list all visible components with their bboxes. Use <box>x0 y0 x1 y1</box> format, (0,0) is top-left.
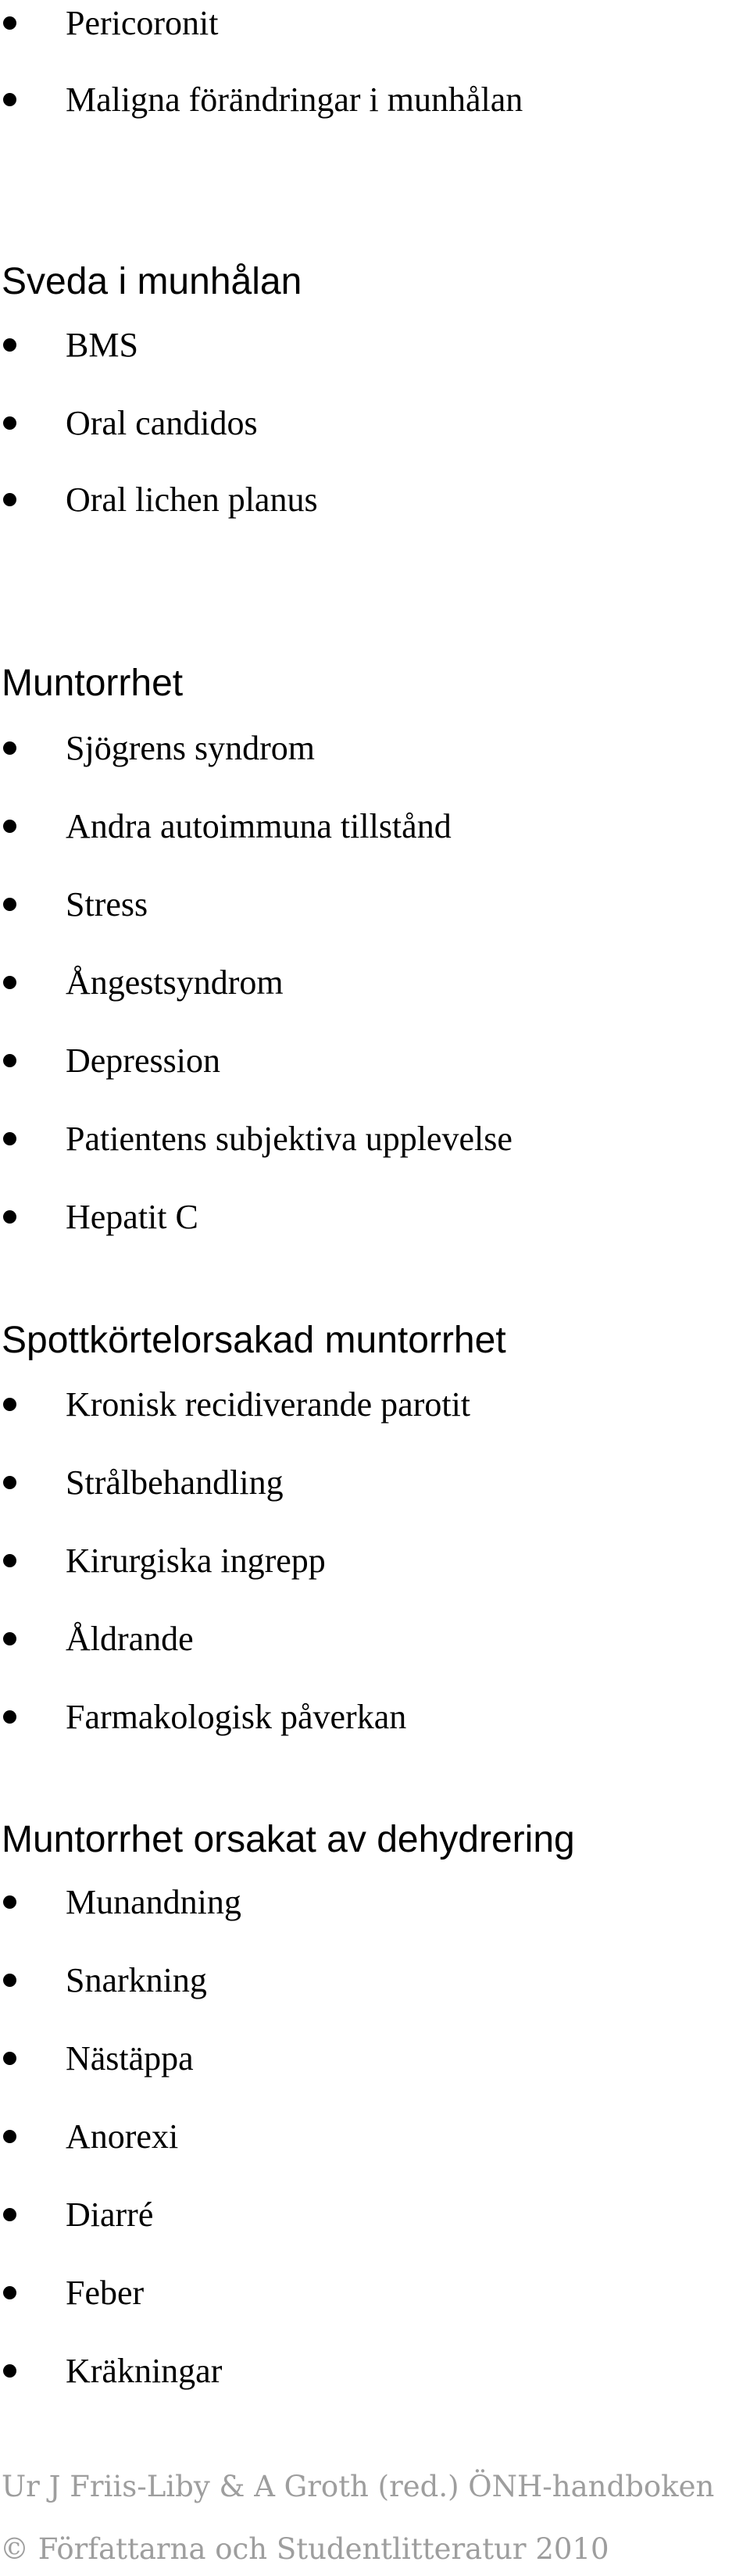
list-item <box>0 2192 750 2238</box>
list-item-text: Oral lichen planus <box>66 481 318 519</box>
list-item <box>0 477 750 523</box>
bullet-icon <box>3 338 16 352</box>
list-item-text: Hepatit C <box>66 1198 198 1236</box>
list-item-text: Depression <box>66 1041 220 1080</box>
list-item <box>0 400 750 447</box>
list-item-text: Maligna förändringar i munhålan <box>66 80 523 119</box>
bullet-icon <box>3 416 16 430</box>
list-item-text: BMS <box>66 326 138 364</box>
bullet-icon <box>3 2130 16 2143</box>
list-item <box>0 1194 750 1241</box>
list-item-text: Anorexi <box>66 2117 179 2156</box>
bullet-icon <box>3 1132 16 1145</box>
list-item-text: Farmakologisk påverkan <box>66 1698 407 1736</box>
section-heading: Spottkörtelorsakad muntorrhet <box>2 1320 506 1361</box>
list-item <box>0 725 750 772</box>
list-item <box>0 0 750 47</box>
list-item-text: Sjögrens syndrom <box>66 729 315 767</box>
list-item <box>0 1038 750 1084</box>
list-item <box>0 2270 750 2317</box>
list-item-text: Munandning <box>66 1883 241 1921</box>
list-item-text: Stress <box>66 885 148 924</box>
list-item <box>0 881 750 928</box>
list-item-text: Oral candidos <box>66 404 258 442</box>
footer-source: Ur J Friis-Liby & A Groth (red.) ÖNH-handboken <box>2 2470 715 2503</box>
bullet-icon <box>3 741 16 755</box>
list-item <box>0 1879 750 1926</box>
bullet-icon <box>3 93 16 106</box>
list-item-text: Kräkningar <box>66 2352 223 2390</box>
bullet-icon <box>3 1054 16 1067</box>
list-item-text: Kronisk recidiverande parotit <box>66 1385 471 1424</box>
list-item-text: Nästäppa <box>66 2039 194 2078</box>
list-item-text: Strålbehandling <box>66 1463 284 1502</box>
list-item <box>0 803 750 850</box>
list-item <box>0 2035 750 2082</box>
list-item-text: Kirurgiska ingrepp <box>66 1542 326 1580</box>
bullet-icon <box>3 1632 16 1645</box>
list-item <box>0 2348 750 2395</box>
section-heading: Muntorrhet orsakat av dehydrering <box>2 1819 575 1860</box>
bullet-icon <box>3 1210 16 1224</box>
list-item-text: Ångestsyndrom <box>66 963 284 1002</box>
list-item <box>0 1538 750 1585</box>
list-item <box>0 1694 750 1741</box>
list-item-text: Feber <box>66 2274 145 2312</box>
list-item-text: Åldrande <box>66 1620 194 1658</box>
bullet-icon <box>3 2286 16 2299</box>
list-item <box>0 1616 750 1663</box>
bullet-icon <box>3 2052 16 2065</box>
list-item <box>0 1459 750 1506</box>
list-item <box>0 322 750 369</box>
bullet-icon <box>3 976 16 989</box>
bullet-icon <box>3 16 16 30</box>
list-item <box>0 959 750 1006</box>
section-heading: Muntorrhet <box>2 663 184 704</box>
list-item-text: Andra autoimmuna tillstånd <box>66 807 452 845</box>
list-item <box>0 1381 750 1428</box>
bullet-icon <box>3 1895 16 1909</box>
list-item-text: Patientens subjektiva upplevelse <box>66 1120 512 1158</box>
bullet-icon <box>3 2208 16 2221</box>
bullet-icon <box>3 898 16 911</box>
list-item <box>0 2113 750 2160</box>
bullet-icon <box>3 493 16 506</box>
bullet-icon <box>3 1974 16 1987</box>
bullet-icon <box>3 2364 16 2378</box>
list-item <box>0 77 750 123</box>
bullet-icon <box>3 820 16 833</box>
bullet-icon <box>3 1398 16 1411</box>
bullet-icon <box>3 1476 16 1489</box>
list-item-text: Pericoronit <box>66 4 219 42</box>
list-item-text: Diarré <box>66 2195 154 2234</box>
list-item-text: Snarkning <box>66 1961 207 1999</box>
footer-copyright: © Författarna och Studentlitteratur 2010 <box>0 2532 609 2566</box>
bullet-icon <box>3 1554 16 1567</box>
list-item <box>0 1116 750 1163</box>
list-item <box>0 1957 750 2004</box>
bullet-icon <box>3 1710 16 1724</box>
section-heading: Sveda i munhålan <box>2 261 302 302</box>
